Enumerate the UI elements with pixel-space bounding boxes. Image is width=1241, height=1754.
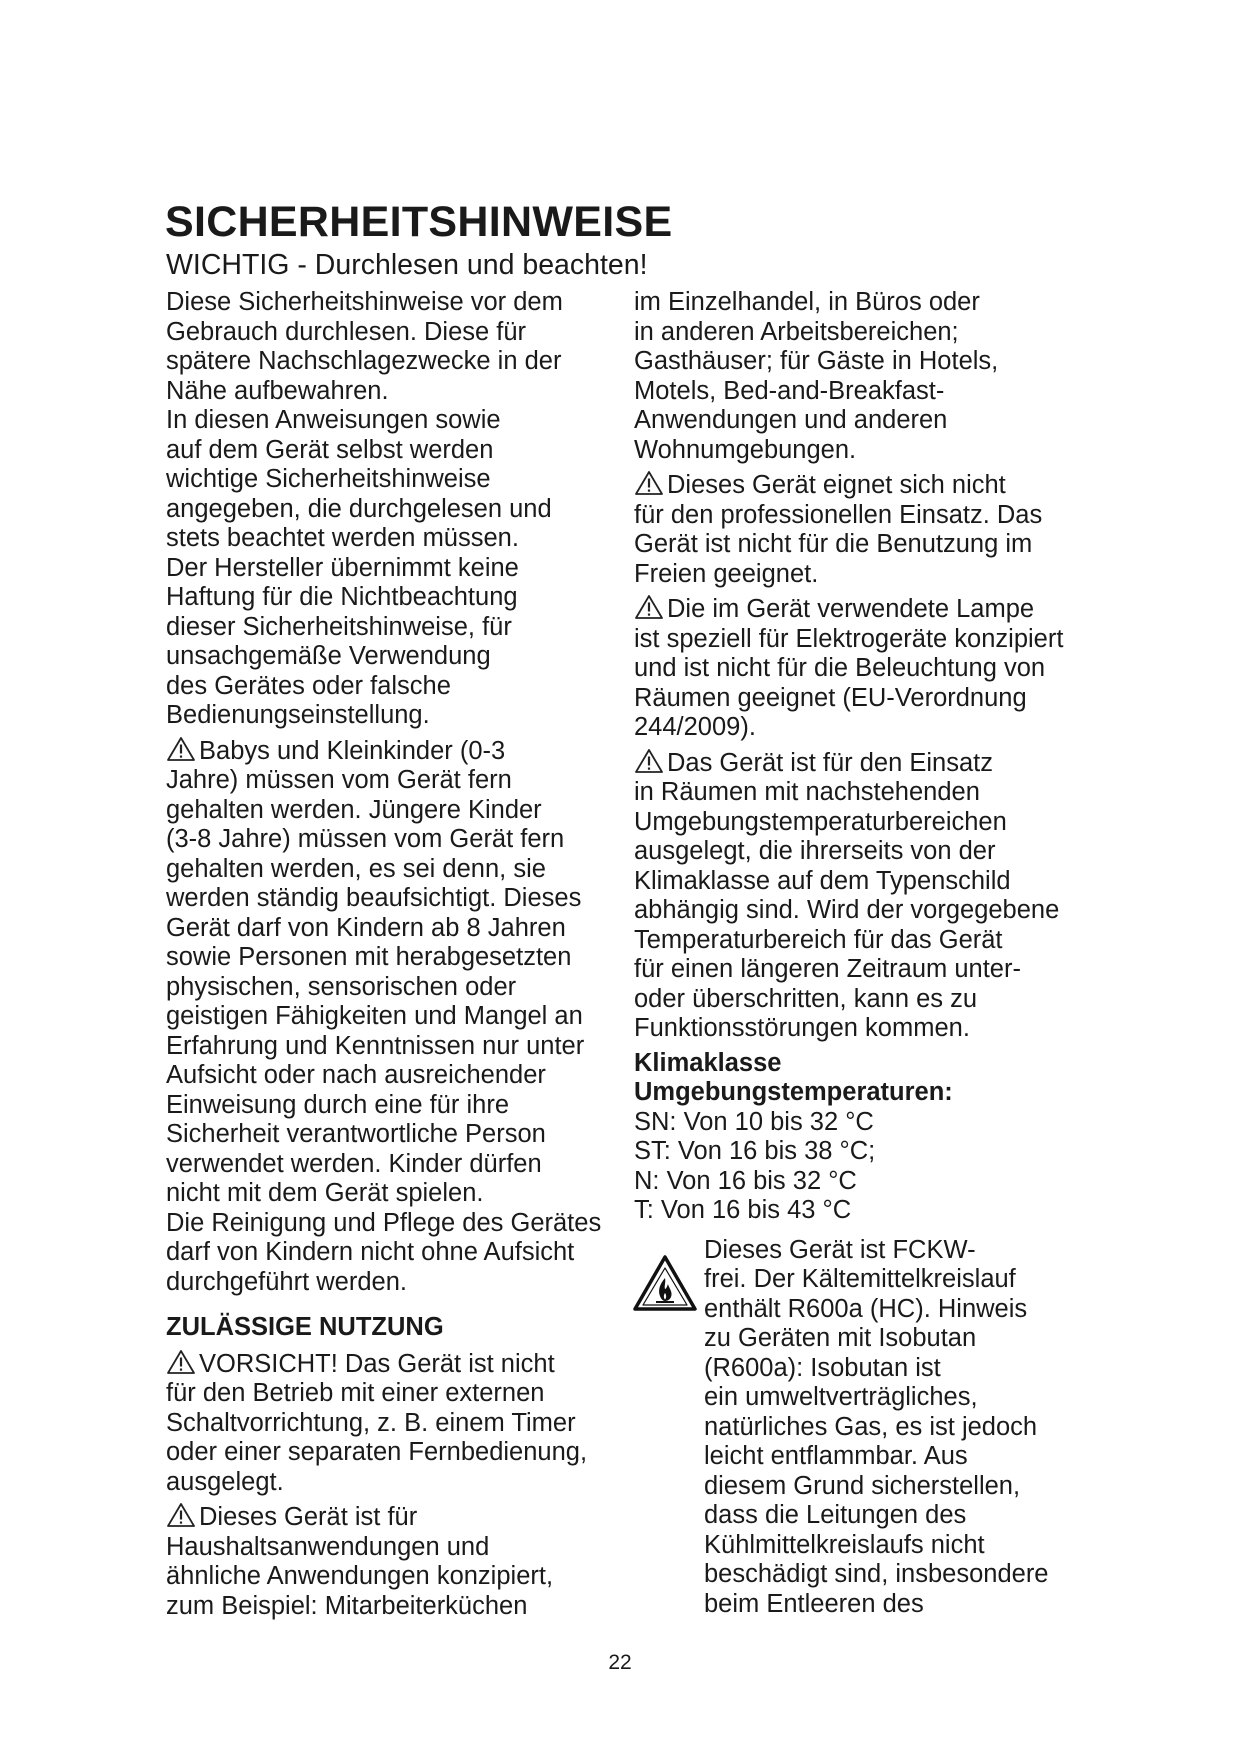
text-line: stets beachtet werden müssen. (166, 524, 519, 552)
text-line: Aufsicht oder nach ausreichender (166, 1061, 546, 1089)
page-title: SICHERHEITSHINWEISE (165, 198, 673, 246)
text-line: Gerät ist nicht für die Benutzung im (634, 530, 1033, 558)
text-line: Sicherheit verantwortliche Person (166, 1120, 546, 1148)
caution-paragraph (166, 1349, 616, 1498)
text-line: leicht entflammbar. Aus (704, 1442, 968, 1470)
text-line: (R600a): Isobutan ist (704, 1353, 941, 1382)
text-line: im Einzelhandel, in Büros oder (634, 288, 980, 316)
text-line-content: Babys und Kleinkinder (0-3 (199, 736, 506, 765)
text-line: (3-8 Jahre) müssen vom Gerät fern (166, 825, 565, 853)
text-line: Einweisung durch eine für ihre (166, 1090, 510, 1119)
text-line: geistigen Fähigkeiten und Mangel an (166, 1002, 583, 1030)
text-line: frei. Der Kältemittelkreislauf (704, 1265, 1016, 1293)
text-line: Wohnumgebungen. (634, 435, 857, 464)
text-line: ausgelegt, die ihrerseits von der (634, 837, 996, 865)
text-line: Freien geeignet. (634, 559, 819, 588)
text-line: für den Betrieb mit einer externen (166, 1379, 545, 1407)
climate-heading: Klimaklasse (634, 1048, 782, 1077)
text-line: zu Geräten mit Isobutan (704, 1324, 977, 1352)
text-line: 244/2009). (634, 713, 756, 741)
text-line: enthält R600a (HC). Hinweis (704, 1294, 1028, 1323)
warning-triangle-icon (634, 748, 664, 774)
climate-subheading: Umgebungstemperaturen: (634, 1078, 953, 1106)
climate-class-row: T: Von 16 bis 43 °C (634, 1196, 852, 1224)
text-line: beim Entleeren des (704, 1589, 924, 1618)
text-line (166, 736, 616, 767)
text-line (634, 470, 1084, 501)
text-line: Motels, Bed-and-Breakfast- (634, 376, 945, 405)
text-line: verwendet werden. Kinder dürfen (166, 1149, 542, 1178)
text-line: Funktionsstörungen kommen. (634, 1014, 970, 1042)
flammable-warning-icon (632, 1254, 698, 1312)
text-line (166, 1349, 616, 1380)
text-line: dieser Sicherheitshinweise, für (166, 612, 512, 641)
text-line: abhängig sind. Wird der vorgegebene (634, 896, 1060, 924)
text-line: angegeben, die durchgelesen und (166, 494, 552, 523)
climate-class-table (634, 1049, 1084, 1226)
section-heading-permitted-use: ZULÄSSIGE NUTZUNG (166, 1313, 444, 1341)
text-line: Gerät darf von Kindern ab 8 Jahren (166, 913, 566, 942)
children-warning-paragraph (166, 736, 616, 1298)
left-column (166, 288, 616, 1621)
text-line: in anderen Arbeitsbereichen; (634, 317, 959, 346)
warning-triangle-icon (166, 1349, 196, 1375)
text-line: Temperaturbereich für das Gerät (634, 925, 1003, 954)
text-line: ein umweltverträgliches, (704, 1383, 978, 1411)
text-line: Die Reinigung und Pflege des Gerätes (166, 1208, 602, 1237)
text-line: beschädigt sind, insbesondere (704, 1560, 1049, 1588)
text-line: ausgelegt. (166, 1467, 284, 1496)
text-line: des Gerätes oder falsche (166, 671, 451, 700)
text-line: unsachgemäße Verwendung (166, 642, 491, 670)
text-line: Bedienungseinstellung. (166, 701, 430, 729)
text-line: für einen längeren Zeitraum unter- (634, 955, 1021, 983)
text-line: In diesen Anweisungen sowie (166, 406, 501, 434)
climate-class-row: N: Von 16 bis 32 °C (634, 1166, 857, 1195)
text-line: Räumen geeignet (EU-Verordnung (634, 683, 1027, 712)
text-line: Klimaklasse auf dem Typenschild (634, 866, 1011, 895)
text-line: Der Hersteller übernimmt keine (166, 553, 519, 582)
text-line-content: Dieses Gerät ist für (199, 1503, 418, 1531)
text-line: Schaltvorrichtung, z. B. einem Timer (166, 1408, 576, 1437)
climate-class-row: ST: Von 16 bis 38 °C; (634, 1137, 876, 1165)
text-line: oder einer separaten Fernbedienung, (166, 1438, 588, 1466)
text-line: Diese Sicherheitshinweise vor dem (166, 288, 563, 316)
text-line: oder überschritten, kann es zu (634, 984, 978, 1013)
text-line: werden ständig beaufsichtigt. Dieses (166, 884, 582, 912)
page-subtitle: WICHTIG - Durchlesen und beachten! (166, 249, 648, 281)
text-line: Gebrauch durchlesen. Diese für (166, 317, 527, 346)
text-line: dass die Leitungen des (704, 1501, 967, 1529)
text-line: zum Beispiel: Mitarbeiterküchen (166, 1591, 528, 1620)
text-line: gehalten werden. Jüngere Kinder (166, 795, 542, 824)
text-line: physischen, sensorischen oder (166, 972, 517, 1001)
text-line: diesem Grund sicherstellen, (704, 1471, 1021, 1500)
text-line: Jahre) müssen vom Gerät fern (166, 766, 512, 794)
text-line: Nähe aufbewahren. (166, 376, 389, 405)
text-line: darf von Kindern nicht ohne Aufsicht (166, 1238, 575, 1266)
text-line: ähnliche Anwendungen konzipiert, (166, 1562, 554, 1590)
text-line: gehalten werden, es sei denn, sie (166, 854, 546, 883)
text-line: für den professionellen Einsatz. Das (634, 500, 1043, 529)
text-line: auf dem Gerät selbst werden (166, 435, 494, 464)
right-column (634, 288, 1084, 1619)
text-line (166, 1502, 616, 1533)
text-line: spätere Nachschlagezwecke in der (166, 347, 562, 375)
text-line-content: VORSICHT! Das Gerät ist nicht (199, 1349, 555, 1378)
text-line: ist speziell für Elektrogeräte konzipiert (634, 624, 1064, 653)
climate-paragraph (634, 748, 1084, 1044)
text-line: Erfahrung und Kenntnissen nur unter (166, 1031, 585, 1060)
continuation-paragraph (634, 288, 1084, 465)
text-line (634, 594, 1084, 625)
climate-class-row: SN: Von 10 bis 32 °C (634, 1107, 874, 1136)
text-line: Dieses Gerät ist FCKW- (704, 1235, 976, 1264)
text-line: Umgebungstemperaturbereichen (634, 807, 1007, 836)
text-line-content: Das Gerät ist für den Einsatz (667, 748, 993, 777)
warning-triangle-icon (166, 1502, 196, 1528)
text-line: wichtige Sicherheitshinweise (166, 465, 491, 493)
lamp-paragraph (634, 594, 1084, 743)
text-line: Haushaltsanwendungen und (166, 1532, 490, 1561)
text-line (634, 748, 1084, 779)
text-line: Haftung für die Nichtbeachtung (166, 583, 518, 611)
text-line: natürliches Gas, es ist jedoch (704, 1412, 1038, 1441)
text-line: Anwendungen und anderen (634, 406, 948, 434)
text-line: nicht mit dem Gerät spielen. (166, 1179, 484, 1207)
intro-paragraph (166, 288, 616, 731)
refrigerant-paragraph (634, 1236, 1084, 1620)
warning-triangle-icon (166, 736, 196, 762)
text-line-content: Die im Gerät verwendete Lampe (667, 595, 1035, 623)
page-number: 22 (608, 1651, 632, 1674)
text-line: sowie Personen mit herabgesetzten (166, 943, 572, 971)
text-line: und ist nicht für die Beleuchtung von (634, 654, 1046, 682)
text-line: Gasthäuser; für Gäste in Hotels, (634, 347, 999, 375)
warning-triangle-icon (634, 594, 664, 620)
text-line-content: Dieses Gerät eignet sich nicht (667, 471, 1006, 499)
professional-use-paragraph (634, 470, 1084, 589)
text-line: in Räumen mit nachstehenden (634, 778, 980, 806)
text-line: durchgeführt werden. (166, 1267, 407, 1296)
household-use-paragraph (166, 1502, 616, 1621)
warning-triangle-icon (634, 470, 664, 496)
text-line: Kühlmittelkreislaufs nicht (704, 1530, 985, 1559)
